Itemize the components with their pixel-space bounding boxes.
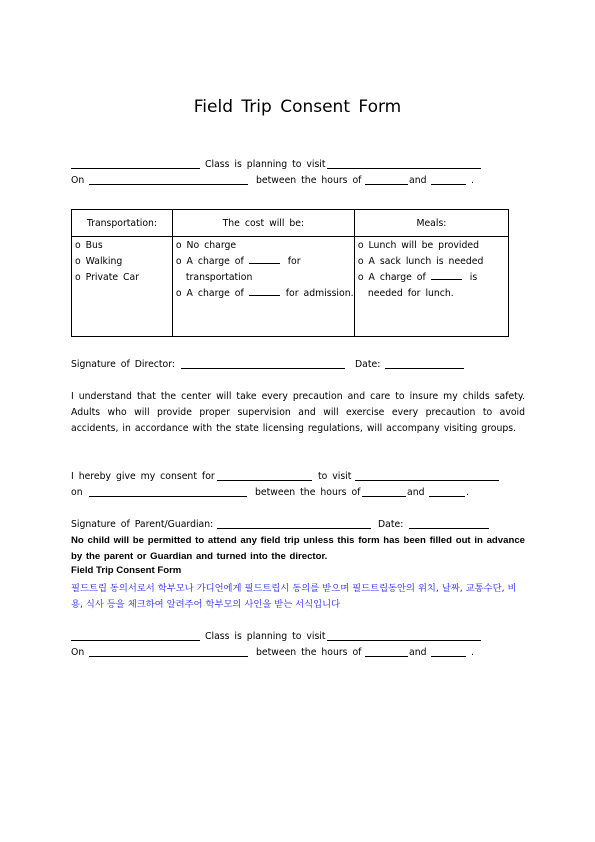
cost-cell (172, 237, 354, 337)
option-private-car[interactable]: o Private Car (75, 272, 140, 283)
class-planning-text: Class is planning to visit (205, 159, 326, 170)
transport-charge-line[interactable] (249, 254, 280, 264)
class-name-line[interactable] (71, 168, 200, 169)
consent-and-text: and (407, 487, 425, 498)
header-meals: Meals: (354, 210, 508, 237)
parent-date-label: Date: (378, 519, 404, 530)
bottom-class-name-line[interactable] (71, 640, 200, 641)
header-transportation: Transportation: (72, 210, 173, 237)
bottom-class-planning-text: Class is planning to visit (205, 631, 326, 642)
admission-charge-line[interactable] (249, 286, 280, 296)
warning-text: No child will be permitted to attend any field trip unless this form has been filled out in advance by the parent or Guardian and turned into the director. (71, 535, 525, 562)
bottom-visit-destination-line[interactable] (327, 640, 481, 641)
meals-cell (354, 237, 508, 337)
director-signature-line[interactable] (181, 368, 345, 369)
bottom-period-text: . (471, 647, 474, 658)
parent-date-line[interactable] (409, 528, 489, 529)
parent-signature-line[interactable] (217, 528, 371, 529)
option-bus[interactable]: o Bus (75, 240, 103, 251)
bottom-between-hours-text: between the hours of (256, 647, 362, 658)
korean-description: 필드트립 동의서로서 학부모나 가디언에게 필드트립시 동의를 받으며 필드트립동안의 위치, 날짜, 교통수단, 비용, 식사 등을 체크하여 알려주어 학부모의 사인을 받는 서식입니다 (71, 583, 517, 610)
option-no-charge[interactable]: o No charge (175, 240, 237, 251)
and-text: and (409, 175, 427, 186)
visit-destination-line[interactable] (327, 168, 481, 169)
director-date-line[interactable] (385, 368, 464, 369)
on-label: On (71, 175, 85, 186)
bottom-start-time-line[interactable] (365, 656, 408, 657)
option-transport-charge[interactable]: o A charge of for (175, 256, 301, 267)
consent-destination-line[interactable] (355, 480, 499, 481)
parent-signature-label: Signature of Parent/Guardian: (71, 519, 214, 530)
start-time-line[interactable] (365, 184, 408, 185)
date-line[interactable] (89, 184, 248, 185)
transportation-text: transportation (185, 272, 253, 283)
director-date-label: Date: (355, 359, 381, 370)
period-text: . (471, 175, 474, 186)
consent-start-line[interactable] (362, 496, 406, 497)
lunch-charge-line[interactable] (431, 270, 462, 280)
option-admission-charge[interactable]: o A charge of for admission. (175, 288, 354, 299)
transportation-cell (72, 237, 173, 337)
consent-text: I hereby give my consent for (71, 471, 215, 482)
trip-options-table (71, 209, 509, 337)
bottom-on-label: On (71, 647, 85, 658)
consent-on-label: on (71, 487, 83, 498)
safety-paragraph: I understand that the center will take every precaution and care to insure my childs safety. Adults who will provide proper supervision and will exercise every precaution to avoid accidents, in accordance with the state licensing regulations, will accompany visiting groups. (71, 391, 525, 434)
bottom-end-time-line[interactable] (431, 656, 466, 657)
option-walking[interactable]: o Walking (75, 256, 123, 267)
consent-date-line[interactable] (89, 496, 247, 497)
bottom-date-line[interactable] (89, 656, 248, 657)
consent-period: . (466, 487, 469, 498)
end-time-line[interactable] (431, 184, 466, 185)
option-lunch-provided[interactable]: o Lunch will be provided (357, 240, 479, 251)
option-sack-lunch[interactable]: o A sack lunch is needed (357, 256, 484, 267)
option-lunch-charge[interactable]: o A charge of is (357, 272, 478, 283)
needed-lunch-text: needed for lunch. (367, 288, 454, 299)
consent-between-text: between the hours of (255, 487, 361, 498)
to-visit-text: to visit (318, 471, 352, 482)
consent-end-line[interactable] (429, 496, 465, 497)
director-signature-label: Signature of Director: (71, 359, 176, 370)
bottom-and-text: and (409, 647, 427, 658)
child-name-line[interactable] (217, 480, 312, 481)
header-cost: The cost will be: (172, 210, 354, 237)
between-hours-text: between the hours of (256, 175, 362, 186)
page-title: Field Trip Consent Form (193, 97, 402, 117)
form-subtitle: Field Trip Consent Form (71, 565, 182, 576)
